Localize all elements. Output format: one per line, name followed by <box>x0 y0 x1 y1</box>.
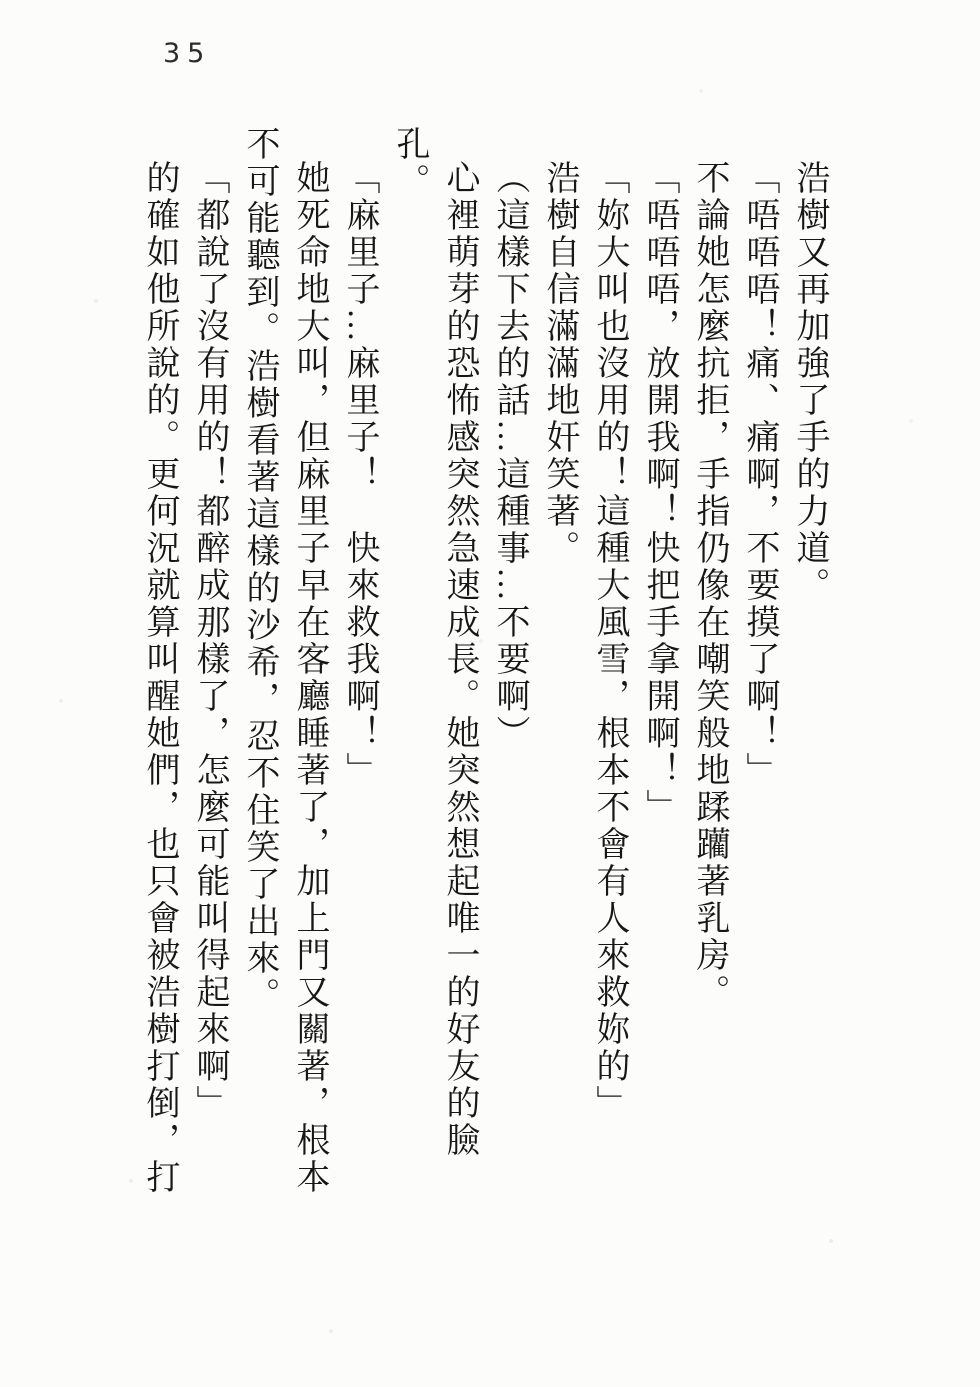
paragraph-1: 浩樹又再加強了手的力道。 <box>791 160 828 604</box>
paragraph-6: 浩樹自信滿滿地奸笑著。 <box>541 160 578 567</box>
paragraph-8: 心裡萌芽的恐怖感突然急速成長。她突然想起唯一的好友的臉孔。 <box>391 126 478 1159</box>
page-number: 35 <box>163 38 212 69</box>
paragraph-9: 「麻里子…麻里子！ 快來救我啊！」 <box>341 160 378 789</box>
paragraph-12: 的確如他所說的。更何況就算叫醒她們，也只會被浩樹打倒，打 <box>141 160 178 1196</box>
scan-speckles <box>0 0 2 2</box>
paragraph-11: 「都說了沒有用的！都醉成那樣了，怎麼可能叫得起來啊」 <box>191 160 228 1122</box>
paragraph-7: （這樣下去的話…這種事…不要啊） <box>491 160 528 752</box>
paragraph-3: 不論她怎麼抗拒，手指仍像在嘲笑般地蹂躪著乳房。 <box>691 160 728 1011</box>
paragraph-2: 「唔唔唔！痛、痛啊，不要摸了啊！」 <box>741 160 778 789</box>
paragraph-4: 「唔唔唔，放開我啊！快把手拿開啊！」 <box>641 160 678 826</box>
paragraph-5: 「妳大叫也沒用的！這種大風雪，根本不會有人來救妳的」 <box>591 160 628 1122</box>
vertical-text-block <box>134 126 834 1216</box>
paragraph-10: 她死命地大叫，但麻里子早在客廳睡著了，加上門又關著，根本不可能聽到。浩樹看著這樣的沙希，忍不住笑了出來。 <box>241 126 328 1196</box>
